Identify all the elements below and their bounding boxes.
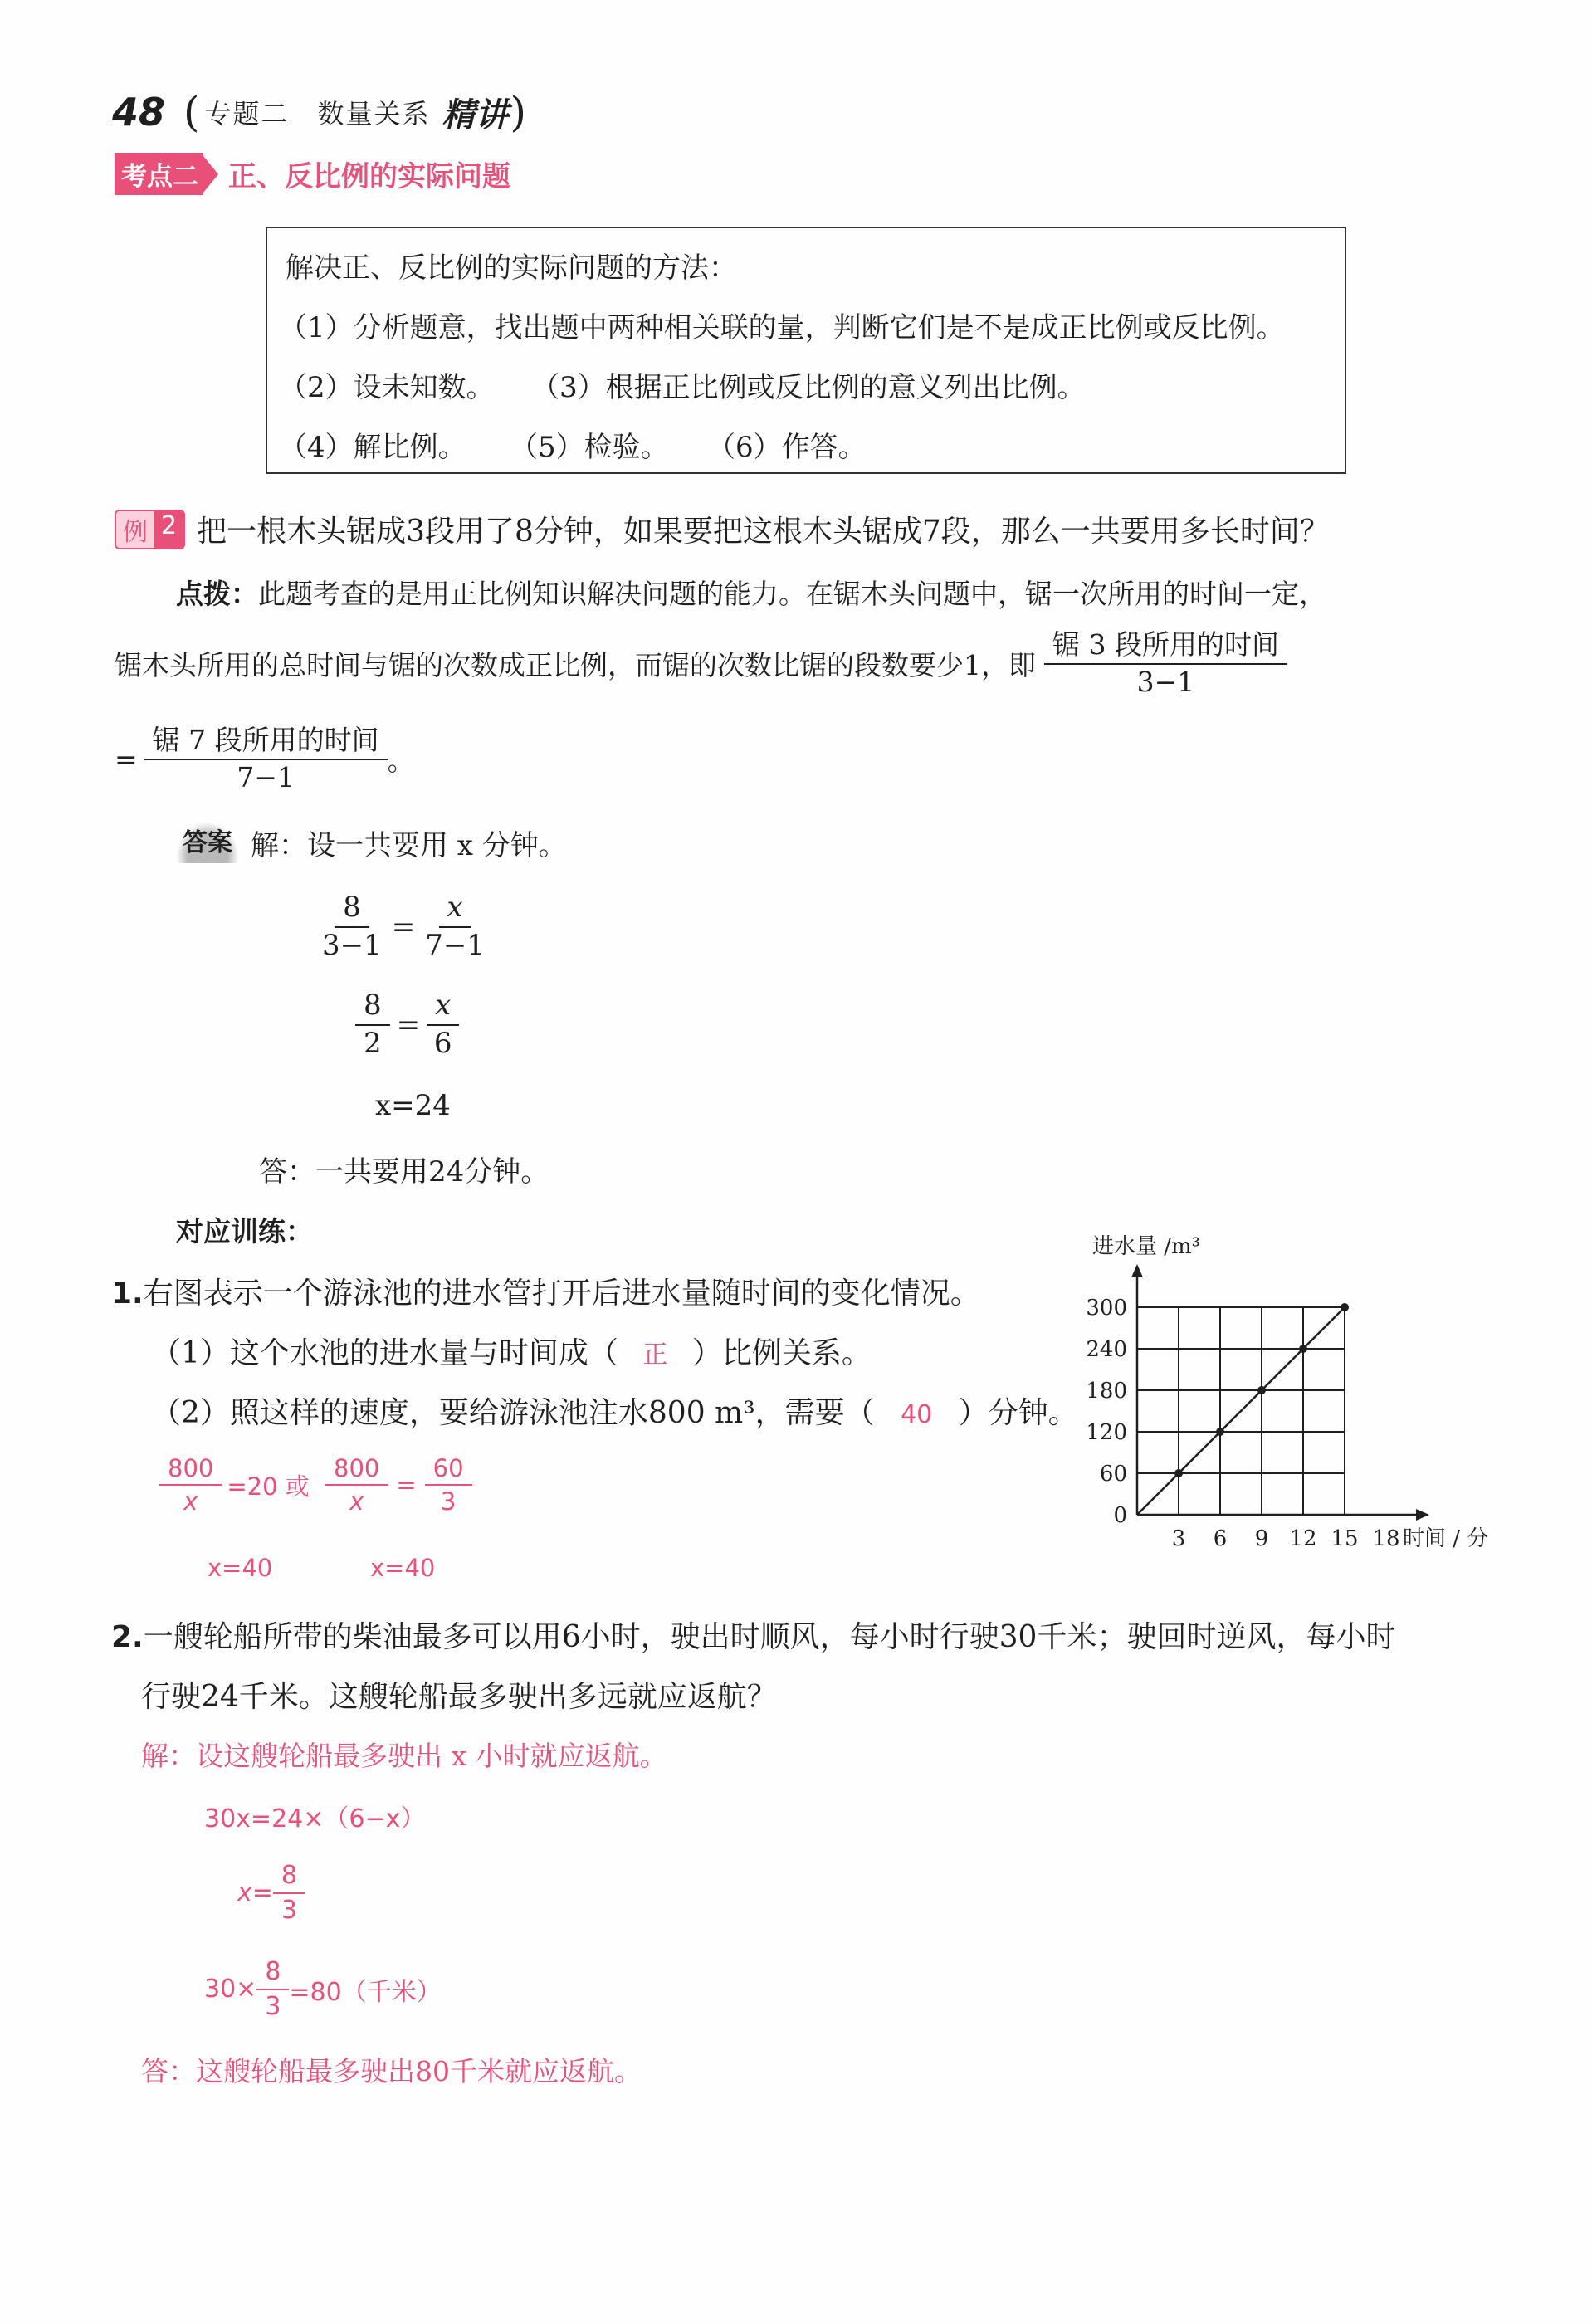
q1-work-a-den: x (183, 1487, 198, 1516)
q1-work-b-num: 800 (325, 1456, 388, 1486)
chart-y-arrow (1131, 1264, 1143, 1277)
hint-label: 点拨： (176, 578, 258, 610)
q2-line-1 (111, 1614, 1395, 1656)
q2-solve-2: 30x=24×（6−x） (204, 1804, 426, 1833)
section-tag (115, 153, 218, 195)
q2-solve-4-den: 3 (265, 1991, 281, 2021)
chart-axes (1131, 1264, 1429, 1521)
chart-x-arrow (1416, 1509, 1429, 1521)
chart-y-tick-label: 300 (1086, 1296, 1127, 1321)
method-step-1: （1）分析题意，找出题中两种相关联的量，判断它们是不是成正比例或反比例。 (279, 311, 1285, 344)
eq1-left-num: 8 (335, 893, 369, 928)
q1-part-2 (151, 1389, 1078, 1432)
q1-part-1-answer: 正 (642, 1340, 668, 1370)
q1-text-row (111, 1270, 980, 1312)
eq2-left-fraction (355, 991, 390, 1058)
page-header (112, 83, 526, 141)
eq1-right-den: 7−1 (425, 928, 486, 962)
q1-work-b-right-fraction (425, 1456, 472, 1515)
hint-eq-sign: = (115, 743, 138, 776)
chart-x-tick-label: 6 (1213, 1526, 1228, 1551)
q2-solve-3 (237, 1863, 305, 1923)
q1-work-a-result: x=40 (208, 1554, 273, 1582)
q2-solve-4 (204, 1959, 442, 2019)
header-brand: 精讲 (442, 95, 509, 134)
q1-work-b-den: x (349, 1487, 364, 1516)
q1-work-b (325, 1456, 472, 1515)
q2-solve-3-den: 3 (281, 1895, 297, 1925)
hint-fraction-1-num: 锯 3 段所用的时间 (1044, 631, 1287, 665)
q1-work-b-result: x=40 (370, 1554, 436, 1582)
q2-number: 2. (111, 1620, 144, 1654)
method-box (266, 227, 1346, 474)
q1-work-b-eq: = (396, 1471, 417, 1500)
method-step-4: （4）解比例。 (279, 431, 466, 464)
q2-text-1: 一艘轮船所带的柴油最多可以用6小时，驶出时顺风，每小时行驶30千米；驶回时逆风，每小时 (143, 1620, 1396, 1654)
chart-x-tick-label: 12 (1289, 1526, 1317, 1551)
q1-part-1-after: ）比例关系。 (691, 1336, 872, 1370)
water-inflow-chart (1079, 1220, 1511, 1569)
q2-solve-4-lhs: 30× (204, 1975, 257, 2004)
q2-solve-4-num: 8 (256, 1959, 289, 1990)
hint-fraction-1 (1044, 628, 1287, 698)
q1-work-b-rden: 3 (440, 1487, 457, 1516)
eq1-right-fraction (425, 893, 485, 960)
q1-work-a-rest: =20 或 (227, 1472, 310, 1501)
chart-y-tick-label: 180 (1086, 1379, 1127, 1404)
header-close-paren: ) (510, 88, 527, 136)
eq2-right-num: x (427, 991, 459, 1026)
example-question: 把一根木头锯成3段用了8分钟，如果要把这根木头锯成7段，那么一共要用多长时间？ (197, 515, 1330, 549)
q1-part-2-before: （2）照这样的速度，要给游泳池注水800 m³，需要（ (151, 1396, 875, 1430)
method-step-5: （5）检验。 (510, 431, 669, 464)
hint-text-1: 此题考查的是用正比例知识解决问题的能力。在锯木头问题中，锯一次所用的时间一定， (258, 578, 1326, 610)
chart-y-tick-label: 60 (1099, 1462, 1127, 1487)
eq1-sign: = (391, 910, 416, 944)
q1-part-1-before: （1）这个水池的进水量与时间成（ (151, 1336, 618, 1370)
chart-point (1216, 1428, 1224, 1436)
example-tag (115, 510, 185, 549)
q1-number: 1. (111, 1277, 144, 1311)
chart-y-tick-label: 240 (1086, 1337, 1127, 1362)
answer-label: 答案 (176, 822, 239, 863)
eq2-right-den: 6 (433, 1026, 452, 1060)
page-number: 48 (112, 90, 166, 134)
chart-x-tick-label: 3 (1171, 1526, 1186, 1551)
chart-point (1174, 1469, 1183, 1477)
method-step-3: （3）根据正比例或反比例的意义列出比例。 (531, 371, 1086, 404)
method-title: 解决正、反比例的实际问题的方法： (286, 251, 737, 285)
q2-solve-4-rhs: =80（千米） (289, 1977, 442, 2007)
hint-line-1 (176, 573, 1326, 612)
hint-fraction-2-den: 7−1 (237, 760, 295, 793)
hint-fraction-2 (144, 726, 388, 792)
eq2-sign: = (396, 1008, 421, 1042)
q2-text-2: 行驶24千米。这艘轮船最多驶出多远就应返航？ (141, 1680, 777, 1714)
example-tag-num: 2 (154, 511, 183, 548)
header-open-paren: ( (183, 88, 200, 136)
chart-point (1299, 1345, 1307, 1353)
chart-point (1257, 1386, 1266, 1394)
chart-x-tick-label: 9 (1254, 1526, 1269, 1551)
method-step-2: （2）设未知数。 (279, 371, 495, 404)
section-heading (115, 153, 510, 195)
chart-x-axis-label: 时间 / 分 (1403, 1526, 1489, 1551)
q1-work-b-rnum: 60 (425, 1456, 472, 1486)
practice-heading: 对应训练： (176, 1215, 313, 1247)
section-tag-arrow (203, 156, 218, 193)
chart-point (1341, 1303, 1349, 1311)
q2-solve-1: 解：设这艘轮船最多驶出 x 小时就应返航。 (141, 1740, 667, 1772)
q1-work-a (159, 1456, 310, 1515)
q2-final-answer: 答：这艘轮船最多驶出80千米就应返航。 (141, 2055, 642, 2087)
q2-solve-4-fraction (256, 1959, 289, 2019)
chart-x-tick-label: 15 (1331, 1526, 1359, 1551)
example-question-row (115, 508, 1330, 550)
solve-intro: 解：设一共要用 x 分钟。 (251, 828, 567, 862)
chart-series-line (1137, 1307, 1345, 1515)
q1-work-b-fraction (325, 1456, 388, 1515)
header-topic: 专题二 数量关系 (204, 98, 431, 129)
section-title: 正、反比例的实际问题 (228, 160, 510, 193)
q1-part-2-answer: 40 (901, 1400, 933, 1429)
equation-2 (355, 991, 459, 1058)
equation-3: x=24 (375, 1089, 451, 1122)
hint-line-3 (115, 726, 415, 792)
chart-y-tick-label: 0 (1113, 1503, 1127, 1528)
hint-period: 。 (387, 745, 415, 778)
hint-fraction-2-num: 锯 7 段所用的时间 (144, 726, 388, 760)
answer-row (176, 822, 567, 863)
chart-y-tick-label: 120 (1086, 1420, 1127, 1445)
section-tag-label: 考点二 (115, 153, 203, 195)
chart-tick-labels (1086, 1296, 1399, 1551)
chart-x-tick-label: 18 (1372, 1526, 1400, 1551)
chart-series (1137, 1303, 1349, 1515)
example-tag-word: 例 (116, 511, 154, 548)
chart-y-axis-label: 进水量 /m³ (1092, 1234, 1201, 1259)
q2-solve-3-num: 8 (273, 1863, 305, 1894)
eq1-right-num: x (439, 893, 471, 928)
eq2-left-num: 8 (355, 991, 390, 1026)
method-step-6: （6）作答。 (707, 431, 867, 464)
q1-part-2-after: ）分钟。 (958, 1396, 1078, 1430)
q2-solve-3-fraction (273, 1863, 305, 1923)
hint-text-2: 锯木头所用的总时间与锯的次数成正比例，而锯的次数比锯的段数要少1，即 (115, 649, 1036, 682)
eq2-left-den: 2 (364, 1026, 382, 1060)
eq1-left-den: 3−1 (322, 928, 382, 962)
example-final-answer: 答：一共要用24分钟。 (259, 1155, 549, 1189)
hint-line-2 (115, 628, 1287, 698)
q1-part-1 (151, 1330, 872, 1372)
eq2-right-fraction (427, 991, 459, 1058)
q1-work-a-fraction (159, 1456, 222, 1515)
q1-work-a-num: 800 (159, 1456, 222, 1486)
hint-fraction-1-den: 3−1 (1136, 665, 1195, 698)
eq1-left-fraction (322, 893, 382, 960)
q1-text: 右图表示一个游泳池的进水管打开后进水量随时间的变化情况。 (143, 1277, 980, 1311)
q2-solve-3-lhs: x= (237, 1878, 273, 1907)
equation-1 (322, 893, 485, 960)
